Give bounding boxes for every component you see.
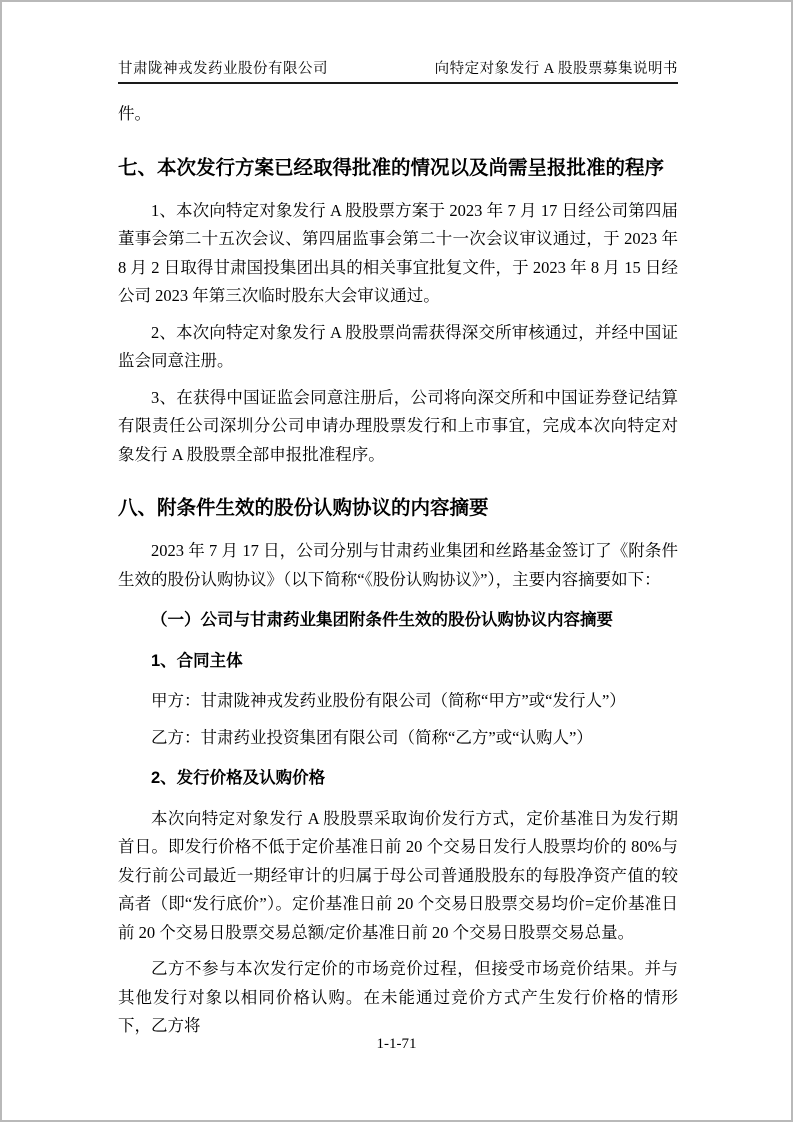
section-heading: 2、发行价格及认购价格 — [151, 769, 326, 787]
section-heading: （一）公司与甘肃药业集团附条件生效的股份认购协议内容摘要 — [151, 611, 613, 629]
paragraph: 本次向特定对象发行 A 股股票采取询价发行方式，定价基准日为发行期首日。即发行价格不低于定价基准日前 20 个交易日发行人股票均价的 80%与发行前公司最近一期经审计的归属于母公司普通股股东的每股净资产值的较高者（即“发行底价”）。定价基准日前 20 个交易日股票交易均价=定价基准日前 20 个交易日股票交易总额/定价基准日前 20 个交易日股票交易总量。 — [118, 808, 678, 942]
paragraph: 3、在获得中国证监会同意注册后，公司将向深交所和中国证券登记结算有限责任公司深圳分公司申请办理股票发行和上市事宜，完成本次向特定对象发行 A 股股票全部申报批准程序。 — [118, 387, 678, 464]
paragraph: 乙方：甘肃药业投资集团有限公司（简称“乙方”或“认购人”） — [151, 727, 593, 747]
section-heading: 八、附条件生效的股份认购协议的内容摘要 — [118, 497, 489, 519]
paragraph: 乙方不参与本次发行定价的市场竞价过程，但接受市场竞价结果。并与其他发行对象以相同价格认购。在未能通过竞价方式产生发行价格的情形下，乙方将 — [118, 959, 678, 1035]
paragraph: 件。 — [118, 104, 151, 123]
paragraph: 2023 年 7 月 17 日，公司分别与甘肃药业集团和丝路基金签订了《附条件生效的股份认购协议》（以下简称“《股份认购协议》”），主要内容摘要如下： — [118, 541, 678, 589]
section-heading: 七、本次发行方案已经取得批准的情况以及尚需呈报批准的程序 — [118, 156, 665, 179]
page-header — [118, 57, 678, 84]
paragraph: 2、本次向特定对象发行 A 股股票尚需获得深交所审核通过，并经中国证监会同意注册。 — [118, 322, 678, 370]
header-company-name: 甘肃陇神戎发药业股份有限公司 — [118, 61, 328, 77]
page-footer — [2, 1036, 791, 1053]
paragraph: 甲方：甘肃陇神戎发药业股份有限公司（简称“甲方”或“发行人”） — [151, 691, 626, 710]
paragraph: 1、本次向特定对象发行 A 股股票方案于 2023 年 7 月 17 日经公司第四届董事会第二十五次会议、第四届监事会第二十一次会议审议通过，于 2023 年 8 月 2 日取得甘肃国投集团出具的相关事宜批复文件，于 2023 年 8 月 15 日经公司 2023 年第三次临时股东大会审议通过。 — [118, 200, 678, 305]
section-heading: 1、合同主体 — [151, 651, 243, 670]
page-number: 1-1-71 — [376, 1036, 417, 1052]
header-doc-title: 向特定对象发行 A 股股票募集说明书 — [434, 61, 678, 77]
document-body — [118, 92, 678, 1049]
